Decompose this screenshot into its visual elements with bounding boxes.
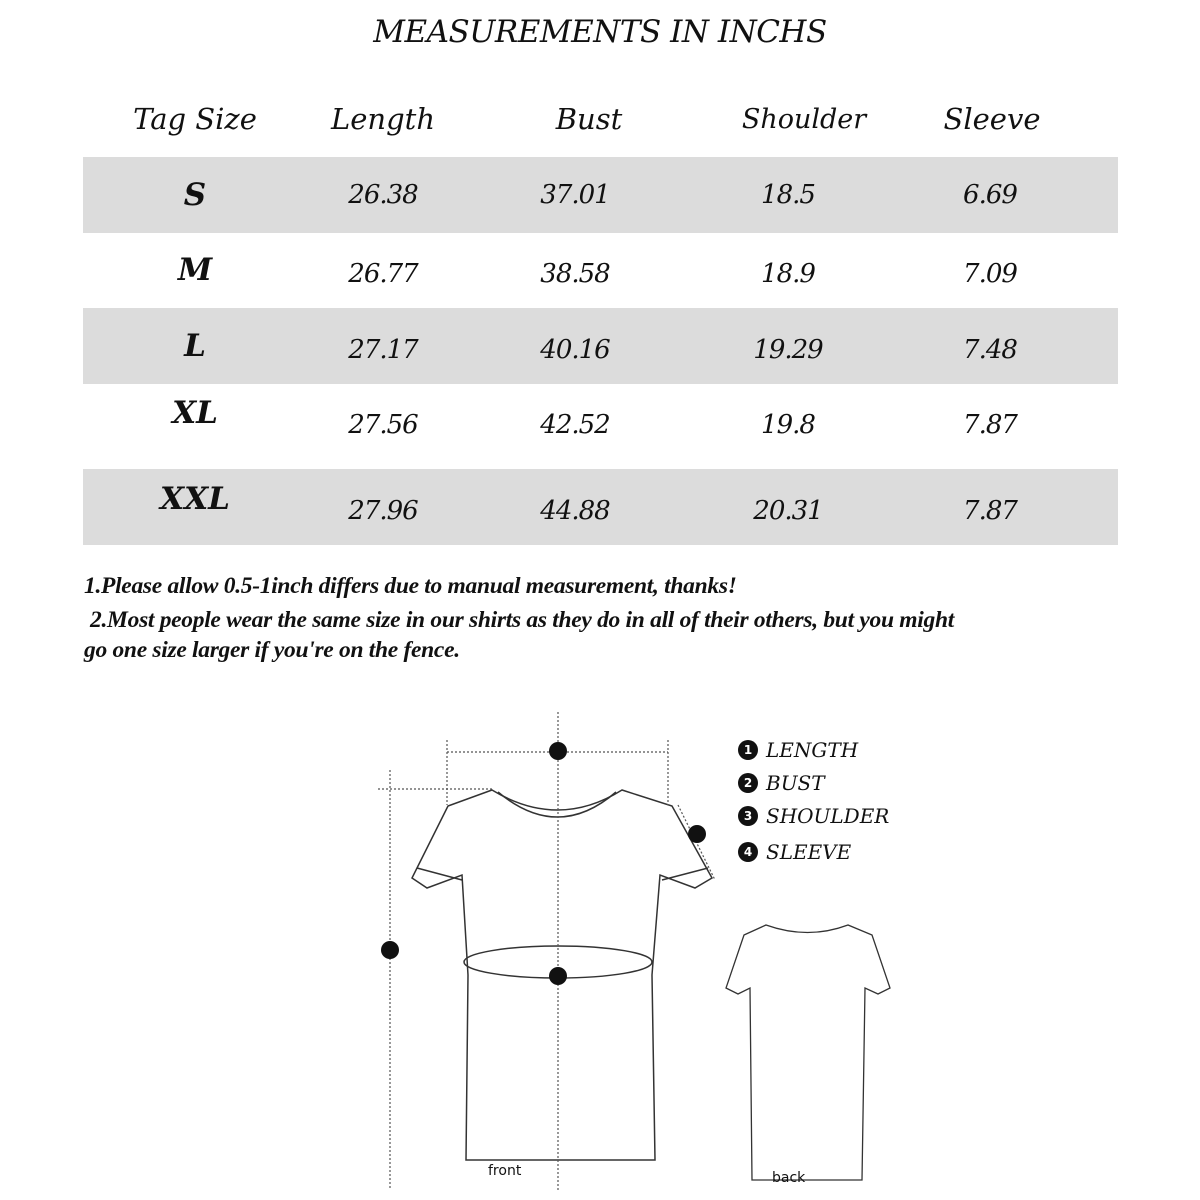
size-cell: L	[184, 328, 206, 364]
legend-length: 1 LENGTH	[738, 738, 858, 762]
note-2-continued: go one size larger if you're on the fence.	[84, 637, 460, 663]
value-cell: 42.52	[540, 410, 610, 440]
value-cell: 44.88	[540, 496, 610, 526]
number-3-icon: 3	[738, 806, 758, 826]
value-cell: 7.48	[963, 335, 1017, 365]
value-cell: 27.56	[348, 410, 418, 440]
value-cell: 38.58	[540, 259, 610, 289]
header-length: Length	[331, 102, 435, 136]
note-1: 1.Please allow 0.5-1inch differs due to manual measurement, thanks!	[84, 573, 737, 599]
number-4-icon: 4	[738, 842, 758, 862]
size-cell: M	[177, 252, 213, 288]
diagram-markers	[381, 742, 706, 985]
number-1-icon: 1	[738, 740, 758, 760]
value-cell: 40.16	[540, 335, 610, 365]
value-cell: 7.87	[963, 410, 1017, 440]
chart-title: MEASUREMENTS IN INCHS	[373, 14, 827, 50]
value-cell: 19.29	[753, 335, 823, 365]
value-cell: 19.8	[761, 410, 815, 440]
value-cell: 37.01	[540, 180, 610, 210]
back-label: back	[772, 1170, 806, 1186]
value-cell: 6.69	[963, 180, 1017, 210]
size-cell: XXL	[160, 481, 230, 517]
value-cell: 26.77	[348, 259, 418, 289]
value-cell: 27.96	[348, 496, 418, 526]
value-cell: 27.17	[348, 335, 418, 365]
header-shoulder: Shoulder	[741, 103, 867, 135]
value-cell: 20.31	[753, 496, 823, 526]
size-cell: S	[183, 177, 207, 213]
note-2: 2.Most people wear the same size in our shirts as they do in all of their others, but you might	[90, 607, 954, 633]
number-2-icon: 2	[738, 773, 758, 793]
value-cell: 7.09	[963, 259, 1017, 289]
header-sleeve: Sleeve	[943, 102, 1041, 136]
legend-bust: 2 BUST	[738, 771, 825, 795]
header-bust: Bust	[555, 102, 623, 136]
header-tag-size: Tag Size	[133, 102, 257, 136]
value-cell: 7.87	[963, 496, 1017, 526]
value-cell: 26.38	[348, 180, 418, 210]
front-label: front	[488, 1163, 522, 1179]
legend-shoulder: 3 SHOULDER	[738, 804, 889, 828]
value-cell: 18.5	[761, 180, 815, 210]
value-cell: 18.9	[761, 259, 815, 289]
size-cell: XL	[172, 395, 218, 431]
measure-lines	[378, 712, 715, 1190]
legend-sleeve: 4 SLEEVE	[738, 840, 851, 864]
back-shirt	[726, 925, 890, 1180]
